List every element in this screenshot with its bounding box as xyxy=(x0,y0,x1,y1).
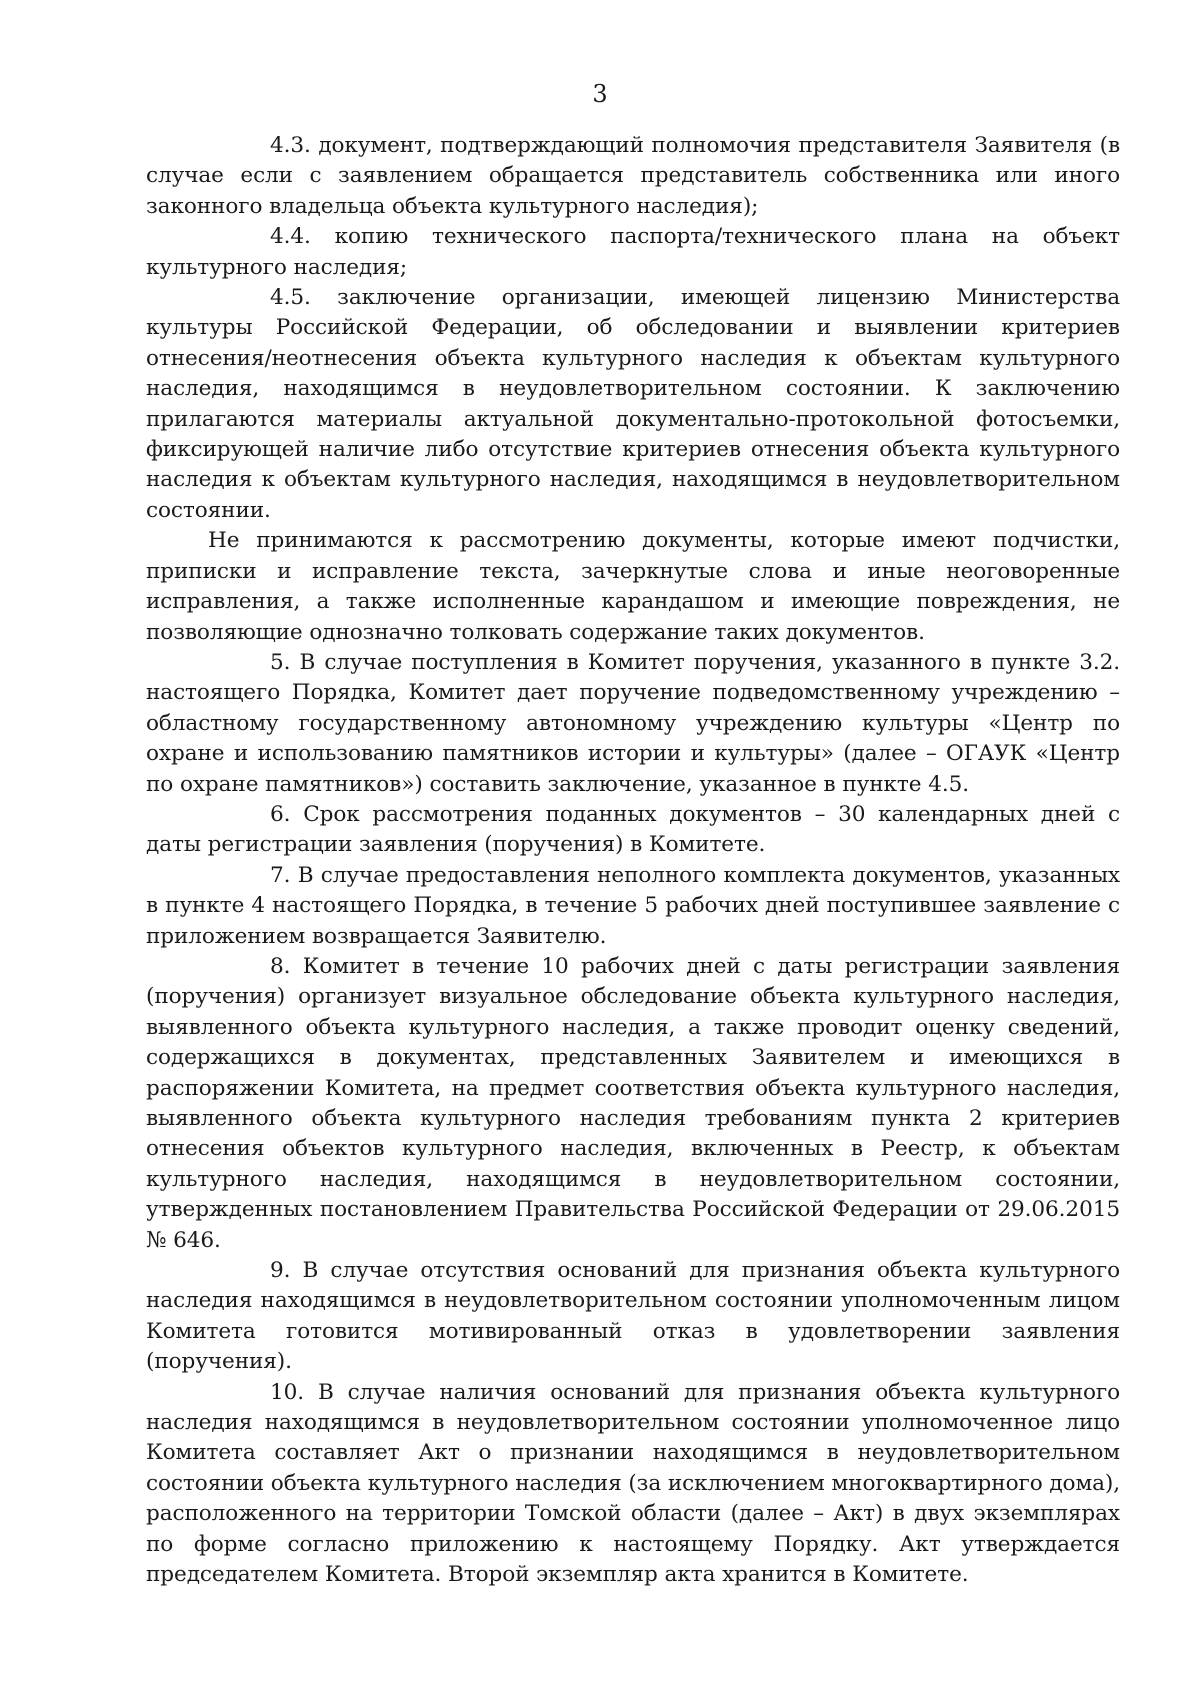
paragraph-text: копию технического паспорта/технического плана на объект культурного наследия; xyxy=(146,224,1120,280)
paragraph-number: 9. xyxy=(270,1258,291,1284)
paragraph-text: В случае наличия оснований для признания объекта культурного наследия находящимся в неудовлетворительном состоянии уполномоченное лицо Комитета составляет Акт о признании находящимся в неудовлетворительном состоянии объекта культурного наследия (за исключением многоквартирного дома), расположенного на территории Томской области (далее – Акт) в двух экземплярах по форме согласно приложению к настоящему Порядку. Акт утверждается председателем Комитета. Второй экземпляр акта хранится в Комитете. xyxy=(146,1379,1121,1588)
paragraph-number: 5. xyxy=(270,649,291,675)
paragraph-8 xyxy=(146,952,1120,1256)
document-body xyxy=(146,131,1120,1591)
paragraph-text: Не принимаются к рассмотрению документы, которые имеют подчистки, приписки и исправление текста, зачеркнутые слова и иные неоговоренные исправления, а также исполненные карандашом и имеющие повреждения, не позволяющие однозначно толковать содержание таких документов. xyxy=(146,528,1120,645)
paragraph-number: 4.4. xyxy=(270,224,311,250)
paragraph-number: 7. xyxy=(270,862,291,888)
paragraph-note xyxy=(146,526,1120,648)
paragraph-4-4 xyxy=(146,222,1120,283)
paragraph-number: 8. xyxy=(270,953,291,979)
paragraph-number: 4.3. xyxy=(270,133,311,158)
paragraph-text: заключение организации, имеющей лицензию Министерства культуры Российской Федерации, об обследовании и выявлении критериев отнесения/неотнесения объекта культурного наследия к объектам культурного наследия, находящимся в неудовлетворительном состоянии. К заключению прилагаются материалы актуальной документально-протокольной фотосъемки, фиксирующей наличие либо отсутствие критериев отнесения объекта культурного наследия к объектам культурного наследия, находящимся в неудовлетворительном состоянии. xyxy=(146,285,1121,523)
paragraph-4-5 xyxy=(146,283,1120,526)
paragraph-number: 6. xyxy=(270,801,291,827)
paragraph-10 xyxy=(146,1378,1120,1591)
paragraph-number: 10. xyxy=(270,1379,305,1405)
paragraph-text: документ, подтверждающий полномочия представителя Заявителя (в случае если с заявлением обращается представитель собственника или иного законного владельца объекта культурного наследия); xyxy=(146,133,1120,219)
paragraph-5 xyxy=(146,648,1120,800)
paragraph-text: В случае поступления в Комитет поручения, указанного в пункте 3.2. настоящего Порядка, Комитет дает поручение подведомственному учреждению – областному государственному автономному учреждению культуры «Центр по охране и использованию памятников истории и культуры» (далее – ОГАУК «Центр по охране памятников») составить заключение, указанное в пункте 4.5. xyxy=(146,649,1121,797)
paragraph-7 xyxy=(146,861,1120,952)
paragraph-9 xyxy=(146,1256,1120,1378)
paragraph-text: В случае отсутствия оснований для признания объекта культурного наследия находящимся в неудовлетворительном состоянии уполномоченным лицом Комитета готовится мотивированный отказ в удовлетворении заявления (поручения). xyxy=(146,1258,1120,1375)
paragraph-text: Срок рассмотрения поданных документов – 30 календарных дней с даты регистрации заявления (поручения) в Комитете. xyxy=(146,801,1121,858)
paragraph-text: Комитет в течение 10 рабочих дней с даты регистрации заявления (поручения) организует визуальное обследование объекта культурного наследия, выявленного объекта культурного наследия, а также проводит оценку сведений, содержащихся в документах, представленных Заявителем и имеющихся в распоряжении Комитета, на предмет соответствия объекта культурного наследия, выявленного объекта культурного наследия требованиям пункта 2 критериев отнесения объектов культурного наследия, включенных в Реестр, к объектам культурного наследия, находящимся в неудовлетворительном состоянии, утвержденных постановлением Правительства Российской Федерации от 29.06.2015 № 646. xyxy=(146,953,1121,1253)
page-number: 3 xyxy=(592,80,608,108)
paragraph-4-3 xyxy=(146,131,1120,222)
paragraph-text: В случае предоставления неполного комплекта документов, указанных в пункте 4 настоящего Порядка, в течение 5 рабочих дней поступившее заявление с приложением возвращается Заявителю. xyxy=(146,862,1121,949)
paragraph-6 xyxy=(146,800,1120,861)
paragraph-number: 4.5. xyxy=(270,285,311,311)
